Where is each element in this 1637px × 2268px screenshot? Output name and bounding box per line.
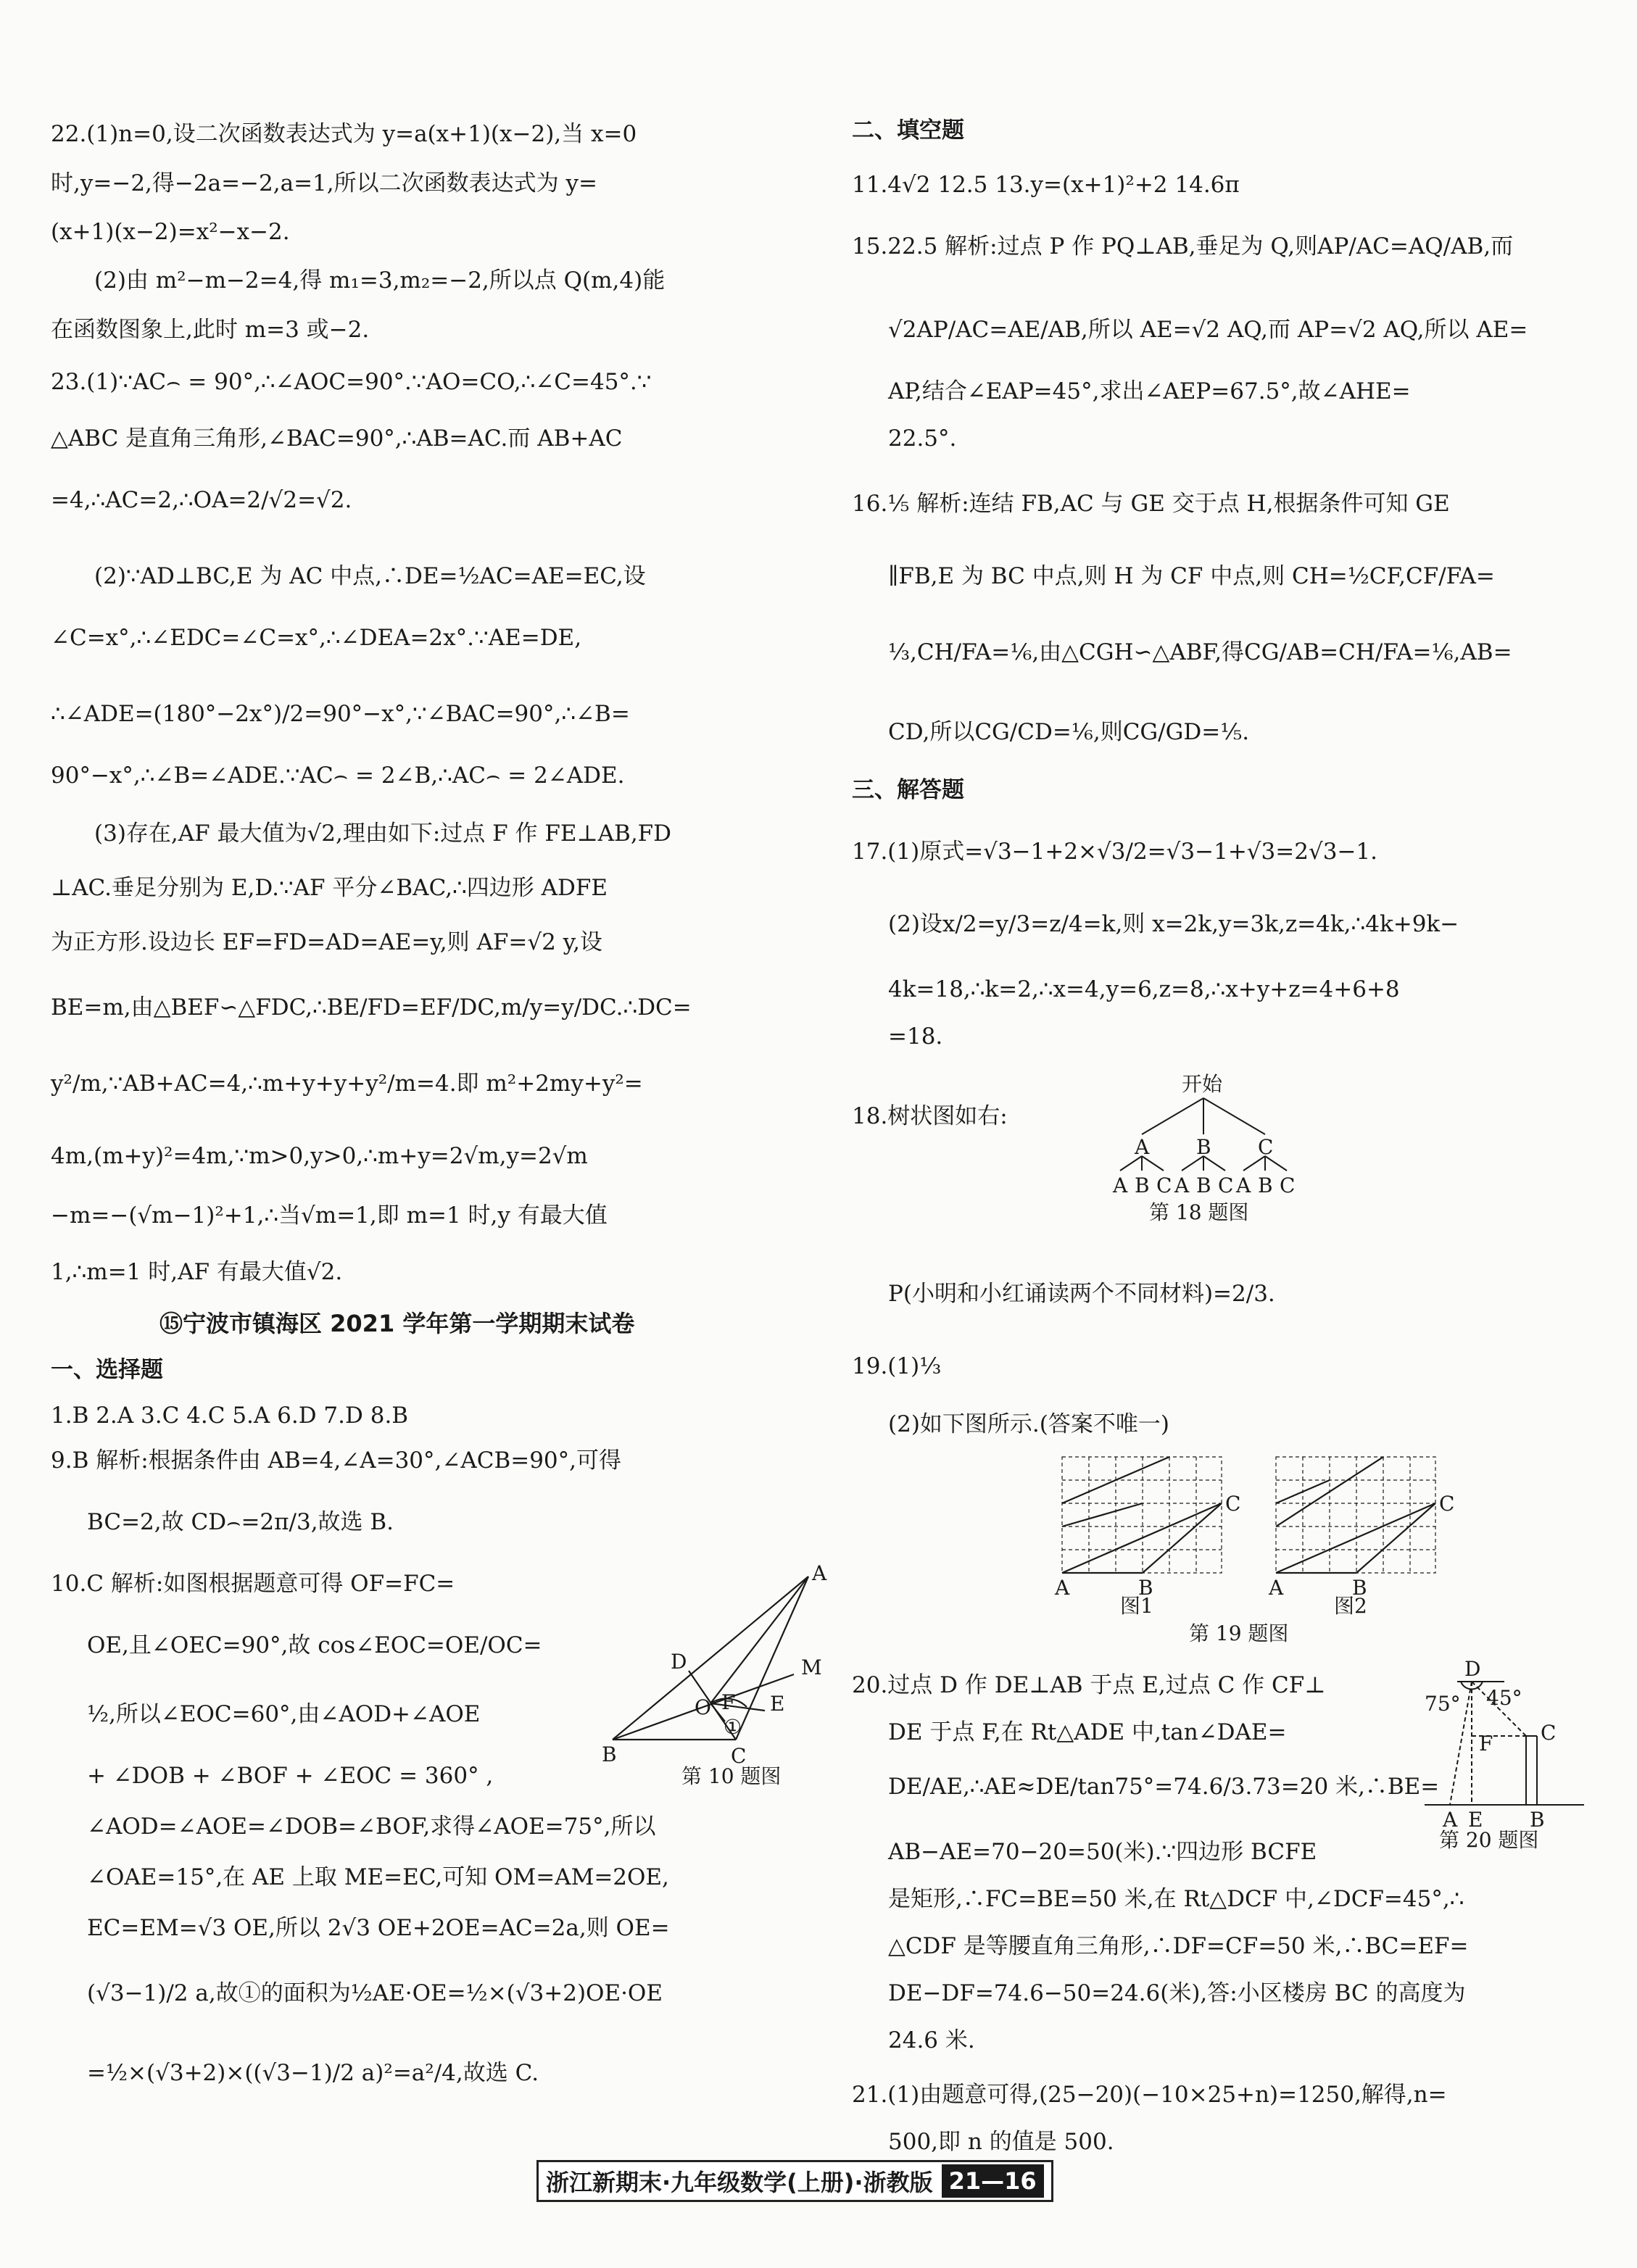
- tree-branch-C: C: [1258, 1135, 1274, 1159]
- q22-line-1: 22.(1)n=0,设二次函数表达式为 y=a(x+1)(x−2),当 x=0: [51, 121, 637, 147]
- footer-book-title: 浙江新期末·九年级数学(上册)·浙教版: [546, 2169, 933, 2196]
- q10-line-6: ∠OAE=15°,在 AE 上取 ME=EC,可知 OM=AM=2OE,: [87, 1864, 669, 1890]
- q22-line-2: 时,y=−2,得−2a=−2,a=1,所以二次函数表达式为 y=: [51, 170, 597, 196]
- q16-line-4: CD,所以CG/CD=⅙,则CG/GD=⅕.: [888, 719, 1250, 745]
- q20-line-6: △CDF 是等腰直角三角形,∴DF=CF=50 米,∴BC=EF=: [888, 1933, 1469, 1959]
- q23-line-1: 23.(1)∵AC⌢ =͏ 90°,∴∠AOC=90°.∵AO=CO,∴∠C=45°.∵: [51, 369, 652, 395]
- fig19-2-label-B: B: [1352, 1576, 1367, 1600]
- q16-line-1: 16.⅕ 解析:连结 FB,AC 与 GE 交于点 H,根据条件可知 GE: [852, 491, 1450, 517]
- q10-line-4: + ∠DOB + ∠BOF + ∠EOC = 360° ,: [87, 1763, 494, 1789]
- fig10-caption: 第 10 题图: [681, 1764, 782, 1788]
- q10-line-1: 10.C 解析:如图根据题意可得 OF=FC=: [51, 1571, 455, 1597]
- q9-line-1: 9.B 解析:根据条件由 AB=4,∠A=30°,∠ACB=90°,可得: [51, 1447, 622, 1474]
- fig10-label-F: F: [721, 1690, 736, 1714]
- tree-leaf-4: A: [1174, 1174, 1190, 1197]
- fig10-label-M: M: [801, 1656, 822, 1679]
- fig10-label-B: B: [602, 1742, 617, 1766]
- tree-leaf-5: B: [1196, 1174, 1211, 1197]
- fig10-label-C: C: [731, 1744, 747, 1768]
- q20-line-5: 是矩形,∴FC=BE=50 米,在 Rt△DCF 中,∠DCF=45°,∴: [888, 1886, 1464, 1912]
- fig19-caption: 第 19 题图: [1189, 1621, 1289, 1645]
- q23-line-5: ∠C=x°,∴∠EDC=∠C=x°,∴∠DEA=2x°.∵AE=DE,: [51, 625, 582, 651]
- q10-line-2: OE,且∠OEC=90°,故 cos∠EOC=OE/OC=: [87, 1632, 542, 1658]
- fig10-line-OA: [710, 1577, 808, 1703]
- q21-line-2: 500,即 n 的值是 500.: [888, 2129, 1114, 2155]
- q23-line-10: 为正方形.设边长 EF=FD=AD=AE=y,则 AF=√2 y,设: [51, 929, 602, 955]
- q23-line-9: ⊥AC.垂足分别为 E,D.∵AF 平分∠BAC,∴四边形 ADFE: [51, 875, 608, 901]
- q18-intro: 18.树状图如右:: [852, 1103, 1008, 1129]
- q18-probability: P(小明和小红诵读两个不同材料)=2/3.: [888, 1281, 1275, 1307]
- tree-leaf-3: C: [1156, 1174, 1172, 1197]
- figure-19: [1055, 1450, 1490, 1616]
- fig20-label-A: A: [1443, 1808, 1458, 1832]
- q20-line-8: 24.6 米.: [888, 2027, 975, 2053]
- q22-line-4: (2)由 m²−m−2=4,得 m₁=3,m₂=−2,所以点 Q(m,4)能: [94, 267, 666, 294]
- figure-20: [1425, 1657, 1584, 1852]
- tree-leaf-6: C: [1218, 1174, 1234, 1197]
- fig20-label-75deg: 75°: [1425, 1692, 1461, 1716]
- q22-line-3: (x+1)(x−2)=x²−x−2.: [51, 219, 290, 245]
- page-number: 21—16: [942, 2164, 1044, 2198]
- q10-line-7: EC=EM=√3 OE,所以 2√3 OE+2OE=AC=2a,则 OE=: [87, 1915, 670, 1941]
- q23-line-4: (2)∵AD⊥BC,E 为 AC 中点,∴DE=½AC=AE=EC,设: [94, 563, 646, 589]
- fig20-caption: 第 20 题图: [1439, 1828, 1539, 1852]
- q20-line-7: DE−DF=74.6−50=24.6(米),答:小区楼房 BC 的高度为: [888, 1980, 1466, 2006]
- tree-caption: 第 18 题图: [1149, 1200, 1249, 1224]
- tree-leaf-9: C: [1280, 1174, 1296, 1197]
- fig10-line-OE: [710, 1703, 765, 1711]
- page-footer: [536, 2160, 1053, 2202]
- tree-branch-A: A: [1135, 1135, 1150, 1159]
- fig10-label-A: A: [812, 1561, 827, 1585]
- section-fill-title: 二、填空题: [852, 117, 964, 144]
- q20-line-2: DE 于点 F,在 Rt△ADE 中,tan∠DAE=: [888, 1719, 1287, 1745]
- section-answer-title: 三、解答题: [852, 777, 964, 803]
- q10-line-5: ∠AOD=∠AOE=∠DOB=∠BOF,求得∠AOE=75°,所以: [87, 1814, 656, 1840]
- fig19-sub-caption-2: 图2: [1334, 1594, 1367, 1618]
- q10-line-8: (√3−1)/2 a,故①的面积为½AE·OE=½×(√3+2)OE·OE: [87, 1980, 663, 2006]
- q23-line-6: ∴∠ADE=(180°−2x°)/2=90°−x°,∵∠BAC=90°,∴∠B=: [51, 701, 630, 727]
- fig20-label-F: F: [1479, 1732, 1493, 1756]
- q16-line-2: ∥FB,E 为 BC 中点,则 H 为 CF 中点,则 CH=½CF,CF/FA=: [888, 563, 1495, 589]
- fig19-2-label-A: A: [1269, 1576, 1284, 1600]
- figure-10: [602, 1561, 834, 1798]
- q17-line-4: =18.: [888, 1023, 943, 1050]
- q17-line-2: (2)设x/2=y/3=z/4=k,则 x=2k,y=3k,z=4k,∴4k+9k−: [888, 911, 1459, 937]
- fig10-label-D: D: [671, 1650, 687, 1674]
- q10-line-3: ½,所以∠EOC=60°,由∠AOD+∠AOE: [87, 1701, 481, 1727]
- q23-line-15: 1,∴m=1 时,AF 有最大值√2.: [51, 1259, 343, 1285]
- choice-answers: 1.B 2.A 3.C 4.C 5.A 6.D 7.D 8.B: [51, 1403, 409, 1429]
- q20-line-4: AB−AE=70−20=50(米).∵四边形 BCFE: [888, 1839, 1317, 1865]
- q21-line-1: 21.(1)由题意可得,(25−20)(−10×25+n)=1250,解得,n=: [852, 2082, 1447, 2108]
- q22-line-5: 在函数图象上,此时 m=3 或−2.: [51, 317, 370, 343]
- q23-line-12: y²/m,∵AB+AC=4,∴m+y+y+y²/m=4.即 m²+2my+y²=: [51, 1071, 643, 1097]
- fig20-label-B: B: [1530, 1808, 1545, 1832]
- q23-line-2: △ABC 是直角三角形,∠BAC=90°,∴AB=AC.而 AB+AC: [51, 425, 623, 452]
- q19-line-2: (2)如下图所示.(答案不唯一): [888, 1411, 1169, 1437]
- figure-18-tree: [1102, 1066, 1319, 1232]
- fig19-2-label-C: C: [1439, 1492, 1455, 1516]
- fig19-1-label-B: B: [1138, 1576, 1153, 1600]
- q15-line-2: √2AP/AC=AE/AB,所以 AE=√2 AQ,而 AP=√2 AQ,所以 AE=: [888, 317, 1528, 343]
- tree-leaf-1: A: [1113, 1174, 1128, 1197]
- fig19-sub-caption-1: 图1: [1120, 1594, 1153, 1618]
- q10-line-9: =½×(√3+2)×((√3−1)/2 a)²=a²/4,故选 C.: [87, 2060, 539, 2086]
- tree-leaf-8: B: [1258, 1174, 1273, 1197]
- tree-leaf-7: A: [1236, 1174, 1251, 1197]
- q19-line-1: 19.(1)⅓: [852, 1353, 942, 1379]
- q20-line-1: 20.过点 D 作 DE⊥AB 于点 E,过点 C 作 CF⊥: [852, 1672, 1326, 1698]
- q16-line-3: ⅓,CH/FA=⅙,由△CGH∽△ABF,得CG/AB=CH/FA=⅙,AB=: [888, 639, 1512, 665]
- q11-14-answers: 11.4√2 12.5 13.y=(x+1)²+2 14.6π: [852, 172, 1240, 198]
- fig20-label-E: E: [1468, 1808, 1483, 1832]
- fig19-1-label-C: C: [1225, 1492, 1241, 1516]
- q23-line-11: BE=m,由△BEF∽△FDC,∴BE/FD=EF/DC,m/y=y/DC.∴DC=: [51, 994, 692, 1021]
- fig19-1-label-A: A: [1055, 1576, 1070, 1600]
- tree-root: 开始: [1182, 1072, 1223, 1096]
- q17-line-3: 4k=18,∴k=2,∴x=4,y=6,z=8,∴x+y+z=4+6+8: [888, 976, 1400, 1002]
- q23-line-13: 4m,(m+y)²=4m,∵m>0,y>0,∴m+y=2√m,y=2√m: [51, 1143, 588, 1169]
- q15-line-1: 15.22.5 解析:过点 P 作 PQ⊥AB,垂足为 Q,则AP/AC=AQ/AB,而: [852, 233, 1514, 259]
- q23-line-3: =4,∴AC=2,∴OA=2/√2=√2.: [51, 487, 352, 513]
- tree-leaf-2: B: [1135, 1174, 1150, 1197]
- q23-line-14: −m=−(√m−1)²+1,∴当√m=1,即 m=1 时,y 有最大值: [51, 1202, 608, 1229]
- exam-title: ⑮宁波市镇海区 2021 学年第一学期期末试卷: [159, 1310, 635, 1337]
- tree-branch-B: B: [1196, 1135, 1211, 1159]
- q15-line-4: 22.5°.: [888, 425, 957, 452]
- fig20-label-45deg: 45°: [1486, 1686, 1522, 1710]
- fig10-label-O: O: [695, 1695, 711, 1719]
- q23-line-7: 90°−x°,∴∠B=∠ADE.∵AC⌢ =͏ 2∠B,∴AC⌢ =͏ 2∠ADE.: [51, 763, 625, 789]
- q20-line-3: DE/AE,∴AE≈DE/tan75°=74.6/3.73=20 米,∴BE=: [888, 1774, 1440, 1800]
- fig20-label-C: C: [1541, 1721, 1557, 1745]
- q9-line-2: BC=2,故 CD⌢=2π/3,故选 B.: [87, 1509, 394, 1535]
- q23-line-8: (3)存在,AF 最大值为√2,理由如下:过点 F 作 FE⊥AB,FD: [94, 821, 672, 847]
- fig10-label-E: E: [770, 1692, 785, 1716]
- fig20-label-D: D: [1464, 1657, 1481, 1681]
- section-choice-title: 一、选择题: [51, 1357, 163, 1383]
- q15-line-3: AP,结合∠EAP=45°,求出∠AEP=67.5°,故∠AHE=: [888, 378, 1411, 404]
- fig10-label-circle-1: ①: [724, 1715, 742, 1739]
- q17-line-1: 17.(1)原式=√3−1+2×√3/2=√3−1+√3=2√3−1.: [852, 839, 1378, 865]
